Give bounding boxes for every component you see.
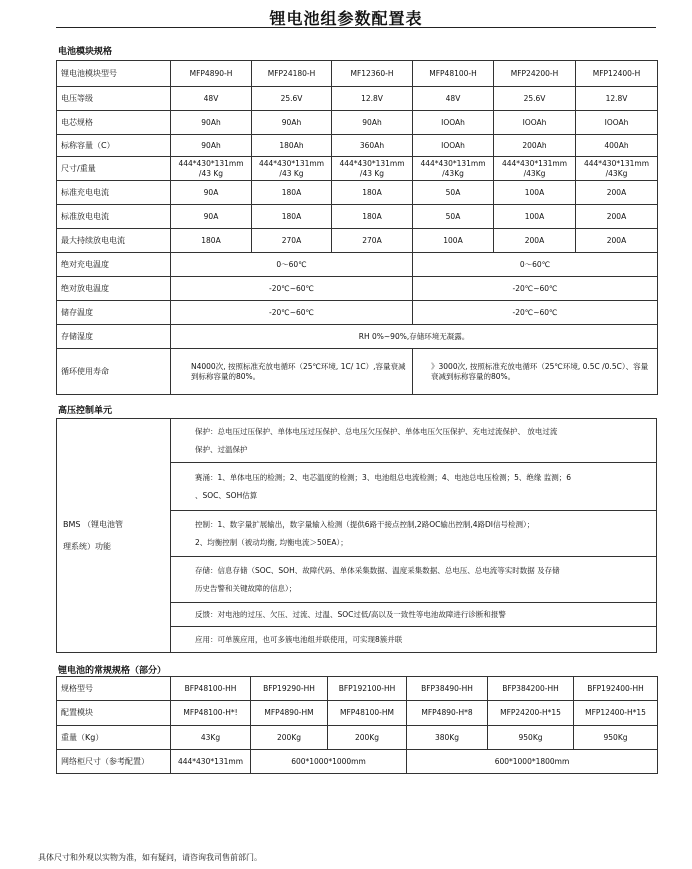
cell: BFP384200-HH (488, 677, 574, 701)
merged-cell: -20℃~60℃ (413, 277, 658, 301)
footer-note: 具体尺寸和外观以实物为准，如有疑问，请咨询我司售前部门。 (38, 853, 262, 862)
cell: 12.8V (332, 87, 413, 111)
merged-cell: -20℃~60℃ (413, 301, 658, 325)
table-row (57, 61, 658, 87)
cell: MFP48100-HM (328, 701, 407, 726)
row-label: 重量（Kg） (57, 726, 171, 750)
cell: MFP48100-H (413, 61, 494, 87)
merged-cell: 600*1000*1000mm (251, 750, 407, 774)
cell: BFP192400-HH (574, 677, 658, 701)
bms-item: 应用：可单簇应用，也可多簇电池组并联使用，可实现8簇并联 (171, 627, 657, 653)
cell: 90A (171, 181, 252, 205)
bms-item-line: 控制：1、数字量扩展输出，数字量输入检测（提供6路干接点控制,2路OC输出控制,4路DI信号检测）； (195, 519, 535, 529)
page-title: 锂电池组参数配置表 (269, 9, 423, 28)
cell: 200A (494, 229, 576, 253)
bms-label (57, 419, 171, 653)
title-divider (56, 27, 656, 28)
row-label: 存储湿度 (57, 325, 171, 349)
row-label: 最大持续放电电流 (57, 229, 171, 253)
table-row (57, 701, 658, 726)
cell: IOOAh (494, 111, 576, 135)
cell: 200Kg (251, 726, 328, 750)
cell: 444*430*131mm /43Kg (413, 157, 494, 181)
cell: 200Kg (328, 726, 407, 750)
cell: BFP192100-HH (328, 677, 407, 701)
merged-cell: -20℃~60℃ (171, 301, 413, 325)
cell: 360Ah (332, 135, 413, 157)
section-title-bms: 高压控制单元 (58, 406, 113, 416)
cell: IOOAh (413, 111, 494, 135)
cell: 90Ah (252, 111, 332, 135)
table-row (57, 135, 658, 157)
table-row (57, 325, 658, 349)
cell: MFP24200-H*15 (488, 701, 574, 726)
cell: BFP48100-HH (171, 677, 251, 701)
cell: 444*430*131mm (171, 750, 251, 774)
table-row (57, 349, 658, 395)
cell: 100A (413, 229, 494, 253)
cell: 444*430*131mm /43 Kg (332, 157, 413, 181)
bms-item-line: 赛涌：1、单体电压的检测；2、电芯温度的检测；3、电池组总电流检测；4、电池总电压检测；5、绝缘 监测；6 (195, 472, 572, 482)
merged-cell: 600*1000*1800mm (407, 750, 658, 774)
table-row (57, 253, 658, 277)
cell: MFP4890-H*8 (407, 701, 488, 726)
cell: 444*430*131mm /43 Kg (171, 157, 252, 181)
row-label: 标准充电电流 (57, 181, 171, 205)
table-row (57, 229, 658, 253)
bms-item-line: 存储：信息存储（SOC、SOH、故障代码、单体采集数据、温度采集数据、总电压、总电流等实时数据 及存储 (195, 565, 560, 575)
battery-spec-table (56, 676, 658, 774)
cell: 43Kg (171, 726, 251, 750)
merged-cell: 0～60℃ (413, 253, 658, 277)
cell: 180Ah (252, 135, 332, 157)
row-label: 电芯规格 (57, 111, 171, 135)
bms-item (171, 463, 657, 511)
bms-item (171, 511, 657, 557)
humidity-value: RH 0%~90%,存储环境无凝露。 (171, 325, 658, 349)
table-row (57, 181, 658, 205)
table-row (57, 205, 658, 229)
cell: 90A (171, 205, 252, 229)
cell: 25.6V (252, 87, 332, 111)
table-row (57, 111, 658, 135)
bms-item-line: 保护、过温保护 (195, 444, 248, 454)
table-row (57, 419, 657, 463)
cell: BFP19290-HH (251, 677, 328, 701)
module-spec-table (56, 60, 658, 395)
cell: 400Ah (576, 135, 658, 157)
bms-item-line: 2、均衡控制（被动均衡, 均衡电流＞50EA）； (195, 537, 348, 547)
cell: IOOAh (576, 111, 658, 135)
cell: 100A (494, 205, 576, 229)
cell: 200A (576, 205, 658, 229)
row-label: 规格型号 (57, 677, 171, 701)
cell: 180A (332, 181, 413, 205)
cell: MF12360-H (332, 61, 413, 87)
table-row (57, 726, 658, 750)
cell: 380Kg (407, 726, 488, 750)
cell: 270A (332, 229, 413, 253)
cell: 950Kg (488, 726, 574, 750)
merged-cell: 0～60℃ (171, 253, 413, 277)
cell: 90Ah (171, 111, 252, 135)
row-label: 网络柜尺寸（参考配置） (57, 750, 171, 774)
cell: 444*430*131mm /43 Kg (252, 157, 332, 181)
table-row (57, 301, 658, 325)
section-title-modules: 电池模块规格 (58, 47, 113, 57)
cell: MFP24180-H (252, 61, 332, 87)
row-label: 配置模块 (57, 701, 171, 726)
cell: 180A (252, 181, 332, 205)
cell: MFP12400-H*15 (574, 701, 658, 726)
row-label: 标称容量（C） (57, 135, 171, 157)
cycle-life-left: N4000次, 按照标准充放电循环（25℃环境, 1C/ 1C）,容量衰减到标称容量的80%。 (171, 349, 413, 395)
cell: 12.8V (576, 87, 658, 111)
cell: IOOAh (413, 135, 494, 157)
cell: 48V (413, 87, 494, 111)
table-row (57, 87, 658, 111)
cell: 180A (332, 205, 413, 229)
bms-table (56, 418, 657, 653)
row-label: 尺寸/重量 (57, 157, 171, 181)
row-label: 标准放电电流 (57, 205, 171, 229)
cell: 90Ah (332, 111, 413, 135)
row-label: 绝对放电温度 (57, 277, 171, 301)
bms-item-line: 保护：总电压过压保护、单体电压过压保护、总电压欠压保护、单体电压欠压保护、充电过流保护、 放电过流 (195, 426, 558, 436)
cell: 200A (576, 181, 658, 205)
cell: 180A (252, 205, 332, 229)
cell: 200A (576, 229, 658, 253)
cell: 444*430*131mm /43Kg (576, 157, 658, 181)
cell: 950Kg (574, 726, 658, 750)
bms-item-line: 历史告警和关键故障的信息）； (195, 583, 297, 593)
bms-item (171, 419, 657, 463)
cell: 50A (413, 205, 494, 229)
cell: 444*430*131mm /43Kg (494, 157, 576, 181)
bms-item-line: 、SOC、SOH估算 (195, 490, 258, 500)
section-title-battery-specs: 锂电池的常规规格（部分） (58, 666, 167, 676)
bms-item: 反馈：对电池的过压、欠压、过流、过温、SOC过低/高以及一致性等电池故障进行诊断和报警 (171, 603, 657, 627)
cell: 270A (252, 229, 332, 253)
table-row (57, 677, 658, 701)
cell: 100A (494, 181, 576, 205)
cell: 90Ah (171, 135, 252, 157)
cell: MFP24200-H (494, 61, 576, 87)
bms-item (171, 557, 657, 603)
cell: MFP4890-HM (251, 701, 328, 726)
cycle-life-right: 》3000次, 按照标准充放电循环（25℃环境, 0.5C /0.5C）、容量衰减到标称容量的80%。 (413, 349, 658, 395)
cell: BFP38490-HH (407, 677, 488, 701)
row-label: 绝对充电温度 (57, 253, 171, 277)
cell: 50A (413, 181, 494, 205)
table-row (57, 157, 658, 181)
row-label: 储存温度 (57, 301, 171, 325)
bms-label-line2: 理系统）功能 (63, 541, 111, 551)
cell: 48V (171, 87, 252, 111)
cell: 200Ah (494, 135, 576, 157)
merged-cell: -20℃~60℃ (171, 277, 413, 301)
cell: MFP48100-H*! (171, 701, 251, 726)
cell: 180A (171, 229, 252, 253)
row-label: 电压等级 (57, 87, 171, 111)
row-label: 锂电池模块型号 (57, 61, 171, 87)
table-row (57, 277, 658, 301)
table-row (57, 750, 658, 774)
cell: MFP4890-H (171, 61, 252, 87)
cell: 25.6V (494, 87, 576, 111)
cell: MFP12400-H (576, 61, 658, 87)
bms-label-line1: BMS （锂电池管 (63, 519, 124, 529)
row-label: 循环使用寿命 (57, 349, 171, 395)
